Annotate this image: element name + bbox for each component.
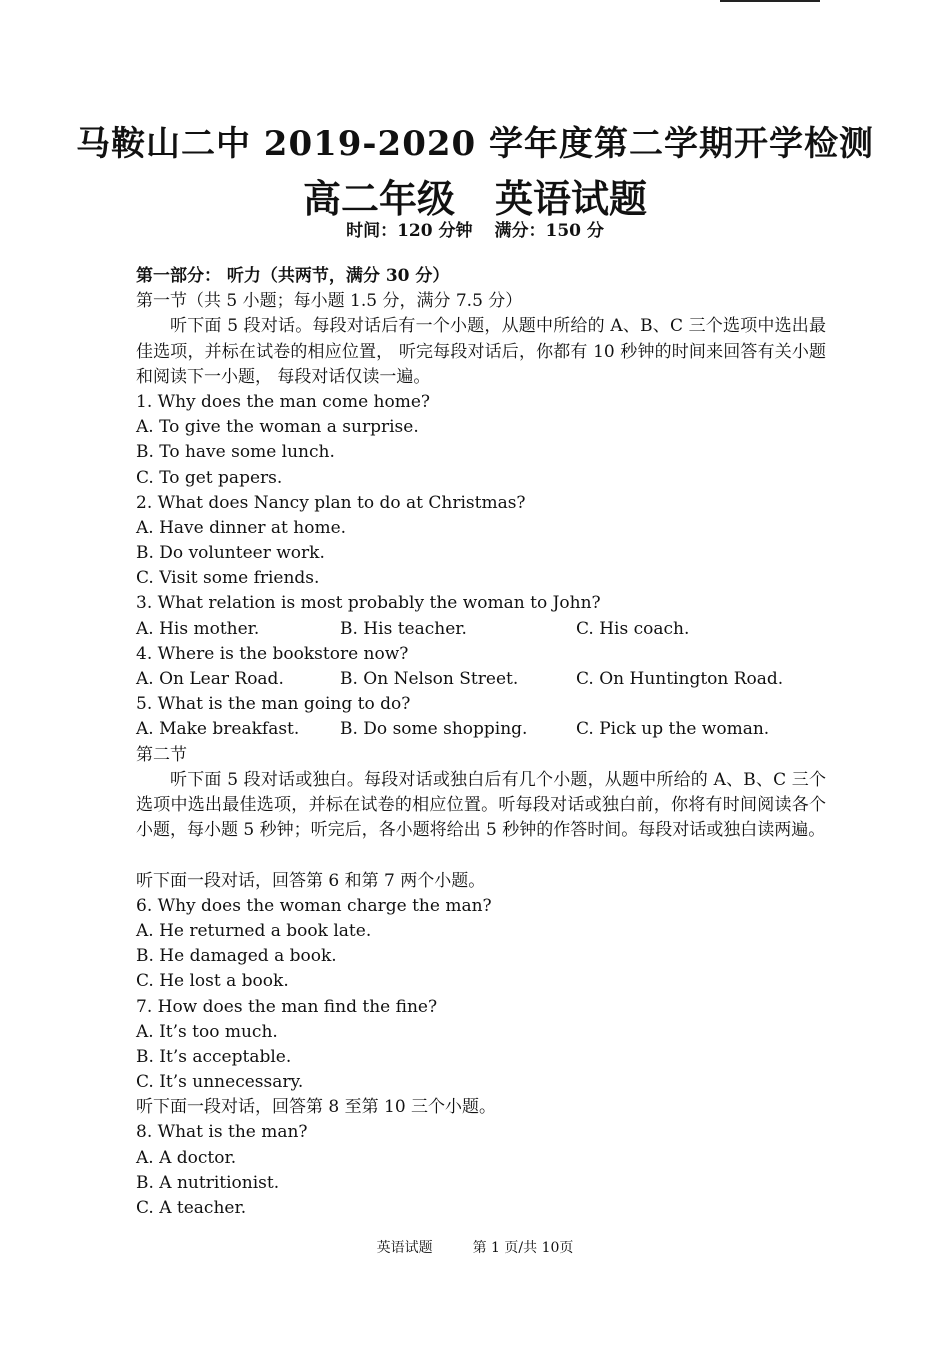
option-b: B. To have some lunch.	[136, 442, 335, 463]
option-c: C. A teacher.	[136, 1198, 247, 1219]
exam-score: 满分：150 分	[494, 221, 604, 241]
options-row	[136, 717, 826, 742]
exam-time: 时间：120 分钟	[346, 221, 473, 241]
option-c: C. Visit some friends.	[136, 568, 320, 589]
option-a: A. On Lear Road.	[136, 669, 284, 690]
options-row	[136, 617, 826, 642]
group-intro: 听下面一段对话，回答第 6 和第 7 两个小题。	[136, 870, 486, 891]
group-intro: 听下面一段对话，回答第 8 至第 10 三个小题。	[136, 1097, 497, 1118]
option-a: A. To give the woman a surprise.	[136, 417, 419, 438]
option-a: A. Have dinner at home.	[136, 517, 347, 538]
option-b: B. He damaged a book.	[136, 946, 337, 967]
page-number: 第 1 页/共 10页	[472, 1240, 574, 1256]
question-stem: 2. What does Nancy plan to do at Christmas?	[136, 492, 526, 513]
option-c: C. Pick up the woman.	[576, 719, 770, 740]
option-a: A. He returned a book late.	[136, 920, 372, 941]
option-b: B. Do some shopping.	[340, 719, 528, 740]
option-c: C. On Huntington Road.	[576, 669, 784, 690]
option-b: B. Do volunteer work.	[136, 543, 325, 564]
options-row	[136, 667, 826, 692]
question-stem: 6. Why does the woman charge the man?	[136, 895, 492, 916]
option-b: B. On Nelson Street.	[340, 669, 519, 690]
option-c: C. His coach.	[576, 618, 690, 639]
option-b: B. A nutritionist.	[136, 1172, 280, 1193]
exam-meta	[0, 216, 950, 241]
question-stem: 7. How does the man find the fine?	[136, 996, 438, 1017]
option-c: C. It’s unnecessary.	[136, 1072, 304, 1093]
option-a: A. Make breakfast.	[136, 719, 300, 740]
question-stem: 1. Why does the man come home?	[136, 391, 431, 412]
subject-label: 英语试题	[495, 176, 648, 221]
option-a: A. His mother.	[136, 618, 260, 639]
section1-instructions: 听下面 5 段对话。每段对话后有一个小题，从题中所给的 A、B、C 三个选项中选出最佳选项，并标在试卷的相应位置， 听完每段对话后，你都有 10 秒钟的时间来回答有关小题和阅读下一小题， 每段对话仅读一遍。	[136, 316, 826, 387]
page-footer	[0, 1237, 950, 1257]
option-a: A. It’s too much.	[136, 1021, 278, 1042]
question-stem: 5. What is the man going to do?	[136, 694, 411, 715]
footer-subject: 英语试题	[376, 1240, 433, 1256]
exam-title: 马鞍山二中 2019-2020 学年度第二学期开学检测	[75, 124, 875, 164]
part1-heading: 第一部分： 听力（共两节，满分 30 分）	[136, 266, 450, 286]
exam-subtitle	[0, 168, 950, 223]
option-b: B. His teacher.	[340, 618, 467, 639]
exam-body	[136, 264, 826, 1221]
question-stem: 8. What is the man?	[136, 1122, 308, 1143]
question-stem: 4. Where is the bookstore now?	[136, 643, 409, 664]
question-stem: 3. What relation is most probably the woman to John?	[136, 593, 601, 614]
option-c: C. He lost a book.	[136, 971, 289, 992]
option-b: B. It’s acceptable.	[136, 1046, 292, 1067]
grade-label: 高二年级	[302, 176, 455, 221]
section2-instructions: 听下面 5 段对话或独白。每段对话或独白后有几个小题，从题中所给的 A、B、C 三个选项中选出最佳选项，并标在试卷的相应位置。听每段对话或独白前，你将有时间阅读各个小题，每小题 5 秒钟；听完后，各小题将给出 5 秒钟的作答时间。每段对话或独白读两遍。	[136, 769, 826, 841]
section2-heading: 第二节	[136, 744, 187, 765]
option-c: C. To get papers.	[136, 467, 283, 488]
option-a: A. A doctor.	[136, 1147, 237, 1168]
scan-edge-mark	[720, 0, 820, 2]
section1-heading: 第一节（共 5 小题；每小题 1.5 分，满分 7.5 分）	[136, 291, 523, 312]
